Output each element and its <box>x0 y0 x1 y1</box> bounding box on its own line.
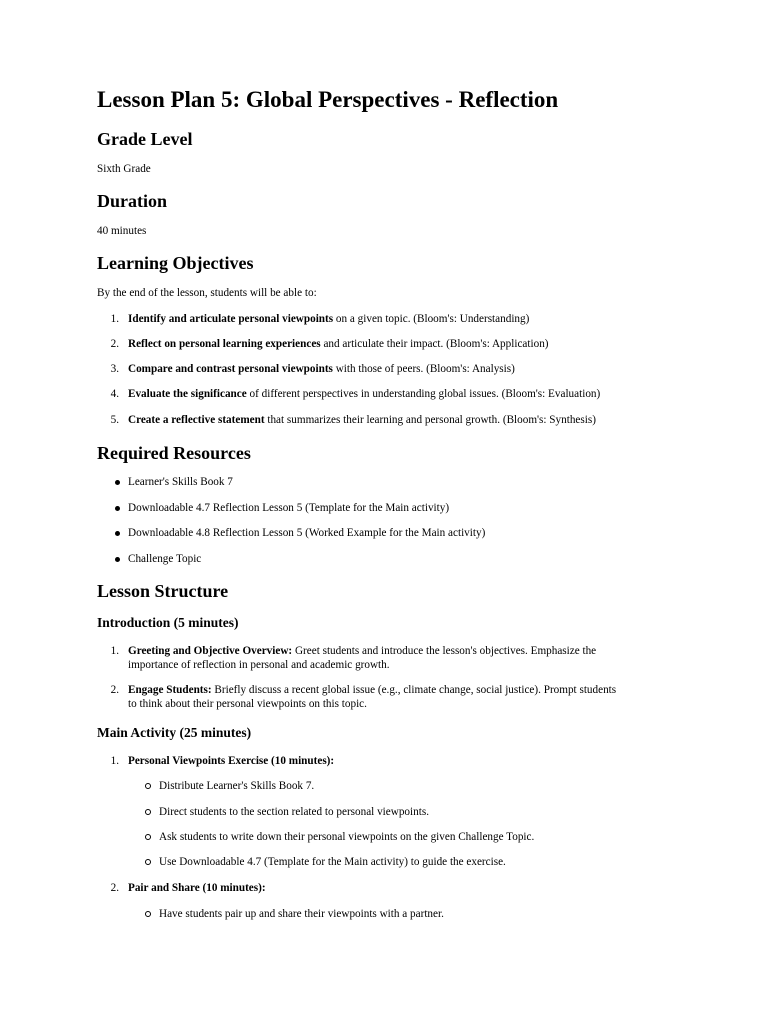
bullet-icon <box>115 506 120 511</box>
page-title: Lesson Plan 5: Global Perspectives - Reflection <box>97 87 559 112</box>
grade-level-text: Sixth Grade <box>97 163 151 175</box>
objectives-intro: By the end of the lesson, students will be able to: <box>97 287 317 299</box>
introduction-heading: Introduction (5 minutes) <box>97 615 239 630</box>
duration-heading: Duration <box>97 191 168 211</box>
introduction-item-continued: importance of reflection in personal and academic growth. <box>128 659 390 671</box>
objectives-heading: Learning Objectives <box>97 253 254 273</box>
circle-bullet-icon <box>145 783 151 789</box>
bullet-icon <box>115 531 120 536</box>
circle-bullet-icon <box>145 859 151 865</box>
main-activity-heading: Main Activity (25 minutes) <box>97 725 252 740</box>
bullet-icon <box>115 480 120 485</box>
introduction-item-continued: to think about their personal viewpoints on this topic. <box>128 698 367 710</box>
resources-heading: Required Resources <box>97 443 251 463</box>
bullet-icon <box>115 557 120 562</box>
circle-bullet-icon <box>145 809 151 815</box>
circle-bullet-icon <box>145 911 151 917</box>
structure-heading: Lesson Structure <box>97 581 229 601</box>
grade-level-heading: Grade Level <box>97 129 193 149</box>
duration-text: 40 minutes <box>97 225 147 237</box>
circle-bullet-icon <box>145 834 151 840</box>
